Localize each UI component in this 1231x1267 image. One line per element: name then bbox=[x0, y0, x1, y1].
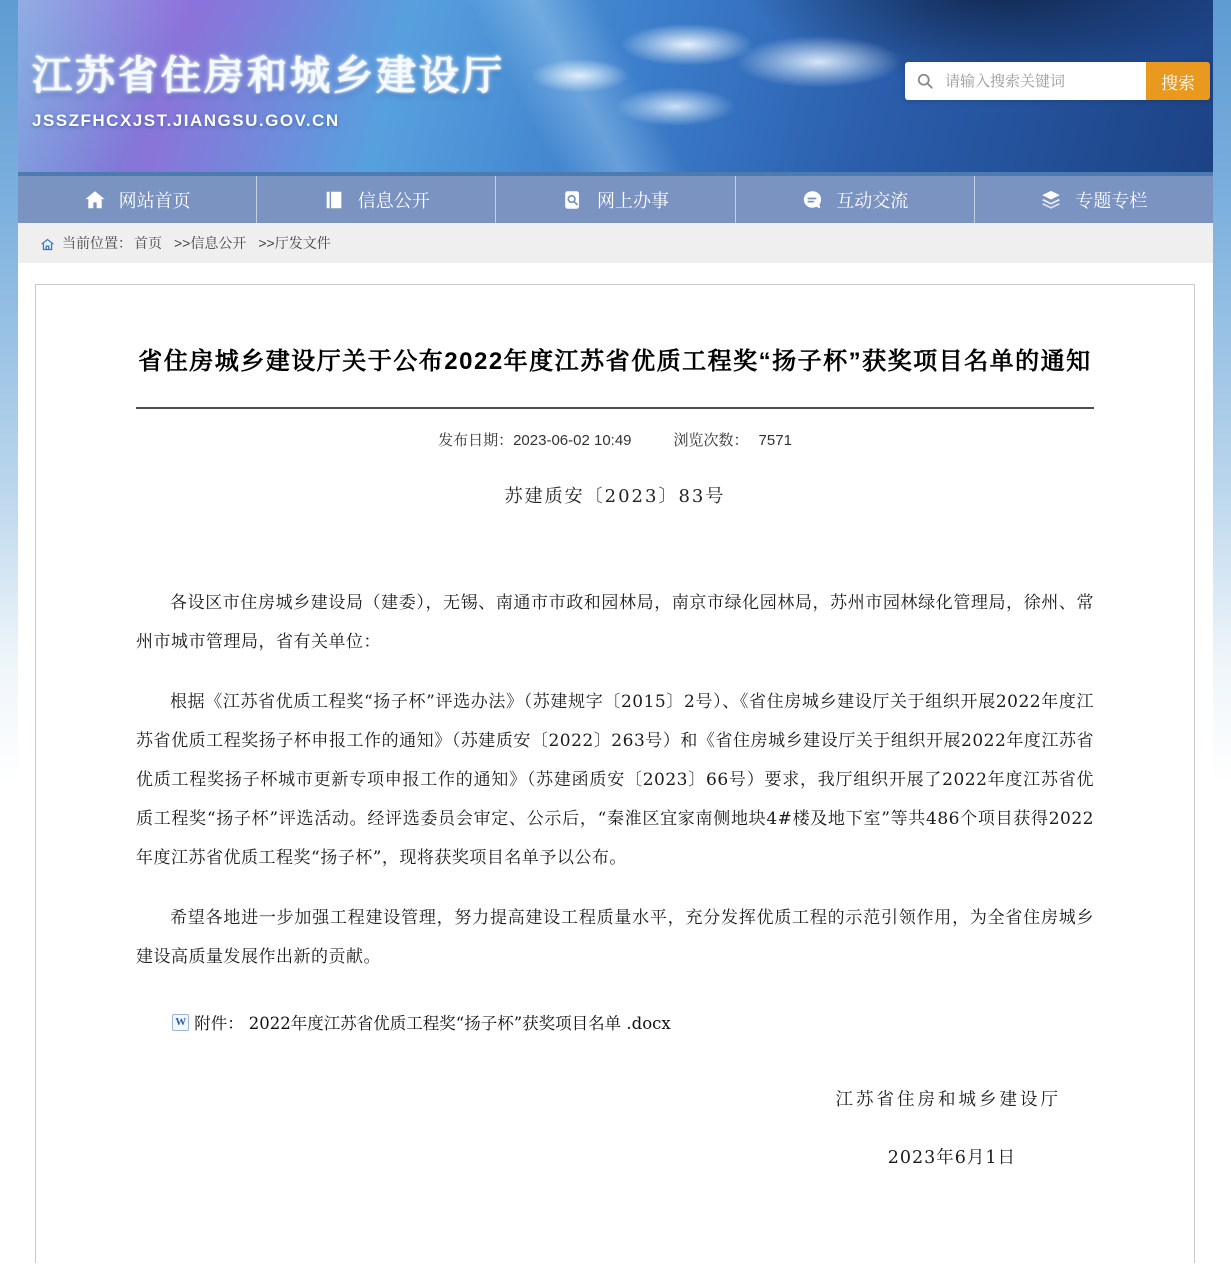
nav-item-interaction[interactable] bbox=[735, 176, 974, 223]
word-doc-icon bbox=[172, 1014, 189, 1031]
nav-item-label: 互动交流 bbox=[836, 190, 909, 211]
signature-org: 江苏省住房和城乡建设厅 bbox=[835, 1090, 1061, 1110]
breadcrumb-separator: >> bbox=[174, 235, 191, 251]
site-brand bbox=[32, 44, 505, 131]
page-title: 省住房城乡建设厅关于公布2022年度江苏省优质工程奖“扬子杯”获奖项目名单的通知 bbox=[138, 348, 1092, 375]
paragraph-addressees: 各设区市住房城乡建设局（建委），无锡、南通市市政和园林局，南京市绿化园林局，苏州市园林绿化管理局，徐州、常州市城市管理局，省有关单位： bbox=[136, 593, 1094, 652]
page-wrapper bbox=[18, 0, 1213, 1263]
publish-date-value: 2023-06-02 10:49 bbox=[513, 432, 632, 449]
search-document-icon bbox=[562, 189, 584, 211]
signature-date: 2023年6月1日 bbox=[887, 1148, 1016, 1168]
site-url: JSSZFHCXJST.JIANGSU.GOV.CN bbox=[32, 111, 340, 130]
search-input[interactable] bbox=[943, 72, 1146, 91]
attachment-filename: 2022年度江苏省优质工程奖“扬子杯”获奖项目名单 .docx bbox=[248, 1014, 671, 1033]
nav-item-label: 专题专栏 bbox=[1075, 190, 1148, 211]
nav-item-info-disclosure[interactable] bbox=[256, 176, 495, 223]
attachment-link[interactable] bbox=[172, 1010, 1094, 1034]
views-value: 7571 bbox=[758, 432, 792, 449]
search-bar bbox=[905, 62, 1210, 100]
paragraph-main: 根据《江苏省优质工程奖“扬子杯”评选办法》（苏建规字〔2015〕2号）、《省住房城乡建设厅关于组织开展2022年度江苏省优质工程奖扬子杯申报工作的通知》（苏建质安〔2022〕263号）和《省住房城乡建设厅关于组织开展2022年度江苏省优质工程奖扬子杯城市更新专项申报工作的通知》（苏建函质安〔2023〕66号）要求，我厅组织开展了2022年度江苏省优质工程奖“扬子杯”评选活动。经评选委员会审定、公示后，“秦淮区宜家南侧地块4#楼及地下室”等共486个项目获得2022年度江苏省优质工程奖“扬子杯”，现将获奖项目名单予以公布。 bbox=[136, 692, 1094, 868]
nav-item-label: 信息公开 bbox=[357, 190, 430, 211]
nav-item-online-services[interactable] bbox=[495, 176, 734, 223]
paragraph-closing: 希望各地进一步加强工程建设管理，努力提高建设工程质量水平，充分发挥优质工程的示范引领作用，为全省住房城乡建设高质量发展作出新的贡献。 bbox=[136, 908, 1094, 967]
title-divider bbox=[136, 407, 1094, 409]
breadcrumb-item-documents[interactable]: 厅发文件 bbox=[274, 235, 331, 251]
search-field bbox=[905, 62, 1146, 100]
site-title: 江苏省住房和城乡建设厅 bbox=[32, 54, 505, 98]
notice-article bbox=[136, 342, 1094, 1169]
nav-item-home[interactable] bbox=[18, 176, 256, 223]
breadcrumb-separator: >> bbox=[258, 235, 275, 251]
nav-item-special-topics[interactable] bbox=[974, 176, 1213, 223]
search-icon bbox=[915, 71, 935, 91]
breadcrumb-location-label: 当前位置： bbox=[62, 235, 132, 251]
breadcrumb-item-home[interactable]: 首页 bbox=[134, 235, 162, 251]
breadcrumb-home-icon bbox=[40, 237, 55, 252]
layers-icon bbox=[1040, 189, 1062, 211]
chat-icon bbox=[801, 189, 823, 211]
article-meta bbox=[136, 429, 1094, 450]
breadcrumb bbox=[18, 223, 1213, 263]
publish-date-label: 发布日期： bbox=[438, 432, 514, 449]
home-icon bbox=[84, 189, 106, 211]
search-button[interactable]: 搜索 bbox=[1146, 62, 1210, 100]
article-body bbox=[136, 584, 1094, 977]
content-box bbox=[35, 284, 1195, 1263]
breadcrumb-item-info[interactable]: 信息公开 bbox=[190, 235, 247, 251]
nav-item-label: 网上办事 bbox=[597, 190, 669, 211]
site-header bbox=[18, 0, 1213, 176]
views-label: 浏览次数： bbox=[673, 432, 749, 449]
doc-number: 苏建质安〔2023〕83号 bbox=[504, 486, 726, 507]
nav-item-label: 网站首页 bbox=[118, 190, 191, 211]
attachment-label: 附件： bbox=[194, 1014, 244, 1033]
document-icon bbox=[323, 189, 345, 211]
main-nav bbox=[18, 176, 1213, 223]
